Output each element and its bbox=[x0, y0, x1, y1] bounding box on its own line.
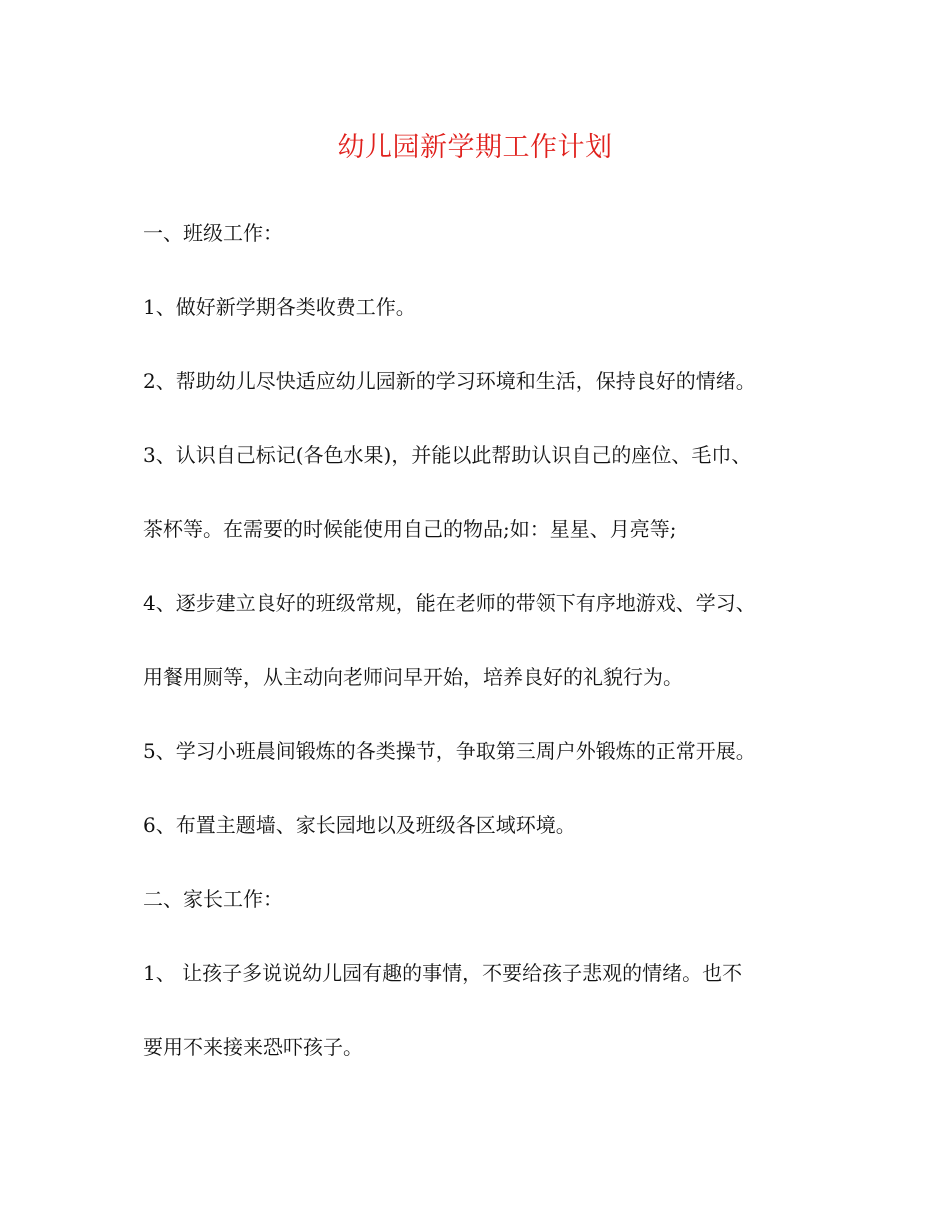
paragraph-line: 茶杯等。在需要的时候能使用自己的物品;如：星星、月亮等; bbox=[143, 517, 677, 541]
section-heading-class-work: 一、班级工作： bbox=[143, 221, 283, 245]
paragraph-line: 3、认识自己标记(各色水果)，并能以此帮助认识自己的座位、毛巾、 bbox=[143, 443, 752, 467]
paragraph-line: 用餐用厕等，从主动向老师问早开始，培养良好的礼貌行为。 bbox=[143, 665, 683, 689]
document-title: 幼儿园新学期工作计划 bbox=[337, 132, 613, 163]
section-heading-parent-work: 二、家长工作： bbox=[143, 887, 283, 911]
paragraph-line: 4、逐步建立良好的班级常规，能在老师的带领下有序地游戏、学习、 bbox=[143, 591, 756, 615]
paragraph-line: 1、做好新学期各类收费工作。 bbox=[143, 295, 416, 319]
paragraph-line: 6、布置主题墙、家长园地以及班级各区域环境。 bbox=[143, 813, 576, 837]
paragraph-line: 1、 让孩子多说说幼儿园有趣的事情，不要给孩子悲观的情绪。也不 bbox=[143, 961, 743, 985]
paragraph-line: 要用不来接来恐吓孩子。 bbox=[143, 1035, 363, 1059]
paragraph-line: 5、学习小班晨间锻炼的各类操节，争取第三周户外锻炼的正常开展。 bbox=[143, 739, 756, 763]
paragraph-line: 2、帮助幼儿尽快适应幼儿园新的学习环境和生活，保持良好的情绪。 bbox=[143, 369, 756, 393]
